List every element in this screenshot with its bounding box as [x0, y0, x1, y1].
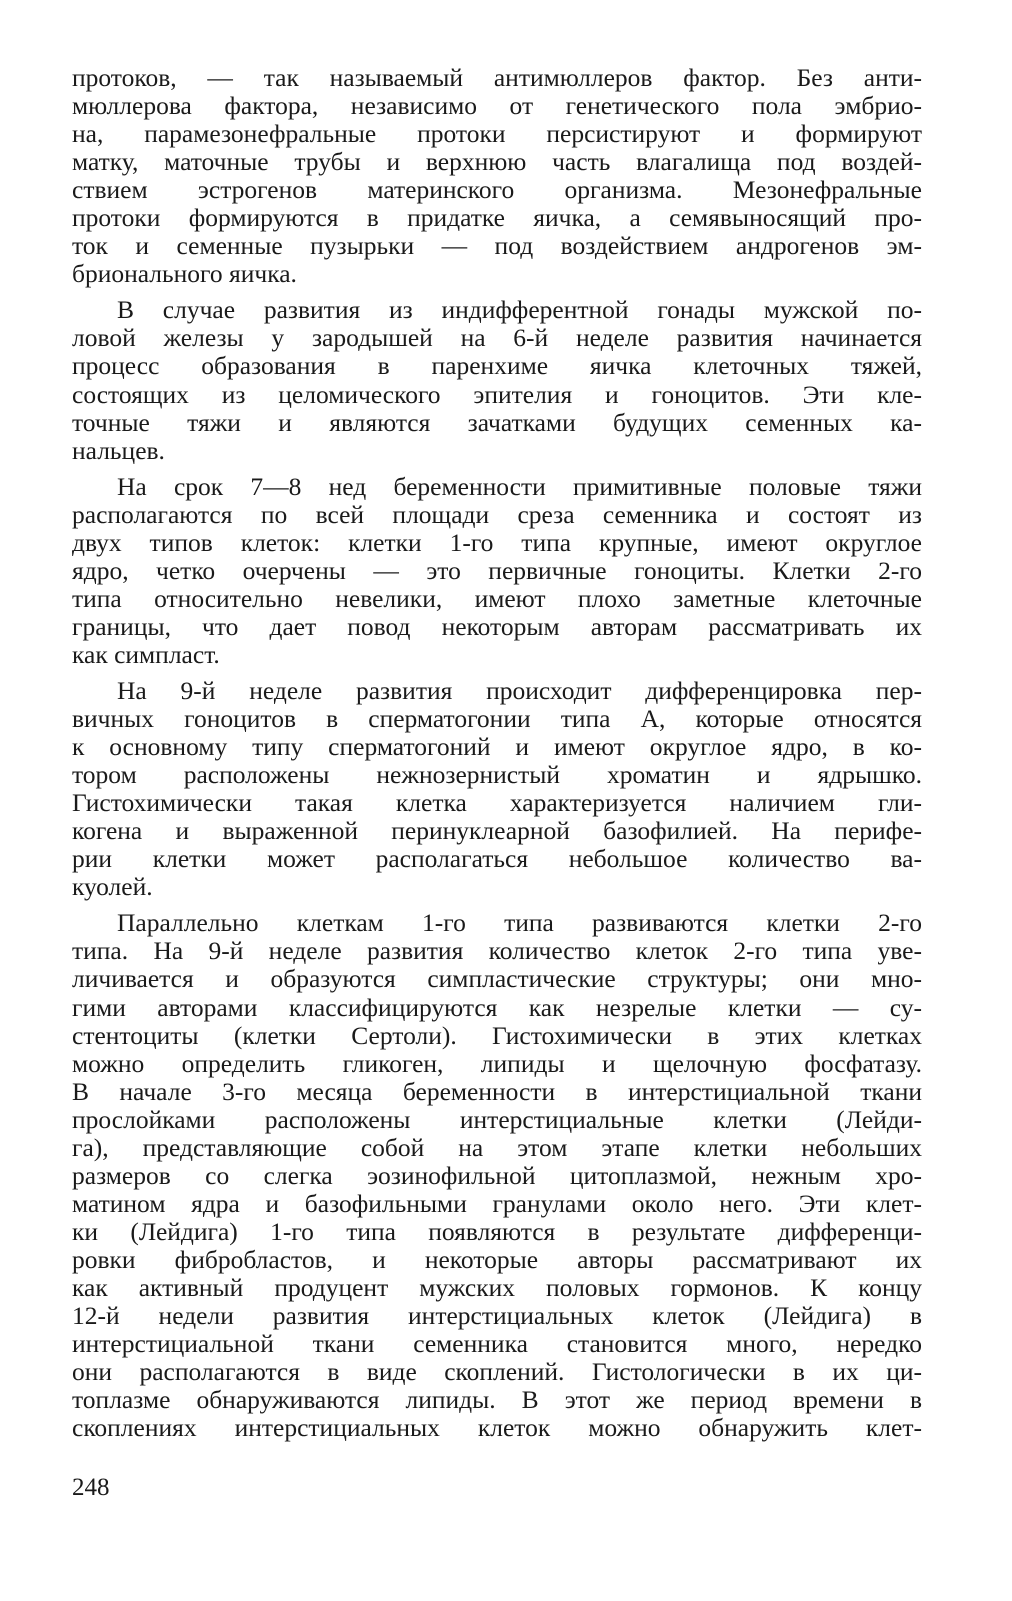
text-line: ровки фибробластов, и некоторые авторы рассматривают их [72, 1244, 922, 1274]
text-line: мюллерова фактора, независимо от генетического пола эмбрио- [72, 91, 922, 121]
text-line: ядро, четко очерчены — это первичные гоноциты. Клетки 2-го [72, 555, 922, 585]
text-line: интерстициальной ткани семенника становится много, нередко [72, 1329, 922, 1359]
text-line: когена и выраженной перинуклеарной базофилией. На перифе- [72, 816, 922, 846]
text-line: ловой железы у зародышей на 6-й неделе развития начинается [72, 323, 922, 353]
text-line: Гистохимически такая клетка характеризуется наличием гли- [72, 788, 922, 818]
text-line: как активный продуцент мужских половых гормонов. К концу [72, 1272, 922, 1302]
paragraph [72, 677, 922, 901]
text-line: рии клетки может располагаться небольшое количество ва- [72, 844, 922, 874]
text-line: На 9-й неделе развития происходит дифференцировка пер- [117, 675, 922, 705]
text-line: На срок 7—8 нед беременности примитивные половые тяжи [117, 471, 922, 501]
text-line: типа. На 9-й неделе развития количество клеток 2-го типа уве- [72, 936, 922, 966]
text-line: двух типов клеток: клетки 1-го типа крупные, имеют округлое [72, 527, 922, 557]
text-line: как симпласт. [72, 639, 220, 669]
paragraph [72, 909, 922, 1442]
paragraph [72, 473, 922, 669]
paragraph [72, 296, 922, 464]
body-text [72, 64, 922, 1442]
text-line: можно определить гликоген, липиды и щелочную фосфатазу. [72, 1048, 922, 1078]
text-line: протоков, — так называемый антимюллеров фактор. Без анти- [72, 63, 922, 92]
text-line: В случае развития из индифферентной гонады мужской по- [117, 295, 922, 325]
text-line: гими авторами классифицируются как незрелые клетки — су- [72, 992, 922, 1022]
text-line: личивается и образуются симпластические структуры; они мно- [72, 964, 922, 994]
text-line: га), представляющие собой на этом этапе клетки небольших [72, 1132, 922, 1162]
paragraph [72, 64, 922, 288]
text-line: процесс образования в паренхиме яичка клеточных тяжей, [72, 351, 922, 381]
text-line: размеров со слегка эозинофильной цитоплазмой, нежным хро- [72, 1160, 922, 1190]
text-line: ки (Лейдига) 1-го типа появляются в результате дифференци- [72, 1216, 922, 1246]
text-line: тором расположены нежнозернистый хроматин и ядрышко. [72, 760, 922, 790]
text-line: границы, что дает повод некоторым авторам рассматривать их [72, 611, 922, 641]
text-line: ствием эстрогенов материнского организма. Мезонефральные [72, 175, 922, 205]
text-line: ток и семенные пузырьки — под воздействием андрогенов эм- [72, 231, 922, 261]
page-number: 248 [72, 1474, 110, 1501]
text-line: 12-й недели развития интерстициальных клеток (Лейдига) в [72, 1301, 922, 1331]
text-line: Параллельно клеткам 1-го типа развиваются клетки 2-го [117, 908, 922, 938]
text-line: к основному типу сперматогоний и имеют округлое ядро, в ко- [72, 732, 922, 762]
text-line: куолей. [72, 872, 153, 902]
text-line: В начале 3-го месяца беременности в интерстициальной ткани [72, 1076, 922, 1106]
text-line: вичных гоноцитов в сперматогонии типа А, которые относятся [72, 704, 922, 734]
text-line: прослойками расположены интерстициальные клетки (Лейди- [72, 1104, 922, 1134]
text-line: скоплениях интерстициальных клеток можно обнаружить клет- [72, 1413, 922, 1443]
text-line: топлазме обнаруживаются липиды. В этот же период времени в [72, 1385, 922, 1415]
text-line: состоящих из целомического эпителия и гоноцитов. Эти кле- [72, 379, 922, 409]
text-line: они располагаются в виде скоплений. Гистологически в их ци- [72, 1357, 922, 1387]
text-line: протоки формируются в придатке яичка, а семявыносящий про- [72, 203, 922, 233]
text-line: матку, маточные трубы и верхнюю часть влагалища под воздей- [72, 147, 922, 177]
text-line: располагаются по всей площади среза семенника и состоят из [72, 499, 922, 529]
text-line: брионального яичка. [72, 259, 297, 289]
text-line: матином ядра и базофильными гранулами около него. Эти клет- [72, 1188, 922, 1218]
text-line: точные тяжи и являются зачатками будущих семенных ка- [72, 407, 922, 437]
text-line: на, парамезонефральные протоки персистируют и формируют [72, 119, 922, 149]
text-line: стентоциты (клетки Сертоли). Гистохимически в этих клетках [72, 1020, 922, 1050]
text-line: типа относительно невелики, имеют плохо заметные клеточные [72, 583, 922, 613]
text-line: нальцев. [72, 435, 165, 465]
